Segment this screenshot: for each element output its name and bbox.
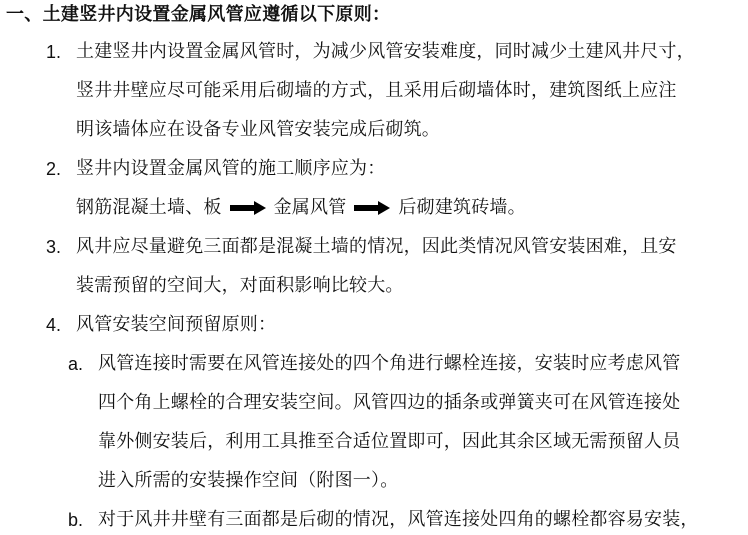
item-1-line-1: 土建竖井内设置金属风管时，为减少风管安装难度，同时减少土建风井尺寸， — [76, 41, 695, 62]
subitem-b-letter: b. — [68, 510, 84, 530]
item-2-number: 2. — [46, 159, 62, 179]
item-4-number: 4. — [46, 315, 62, 335]
sequence-step-2: 金属风管 — [273, 197, 347, 218]
construction-sequence — [76, 196, 526, 220]
item-4-line-1: 风管安装空间预留原则： — [76, 314, 277, 335]
section-heading: 一、土建竖井内设置金属风管应遵循以下原则： — [6, 4, 391, 25]
subitem-a-letter: a. — [68, 354, 84, 374]
item-1-line-3: 明该墙体应在设备专业风管安装完成后砌筑。 — [76, 119, 440, 140]
sequence-step-1: 钢筋混凝土墙、板 — [76, 197, 222, 218]
item-1-line-2: 竖井井壁应尽可能采用后砌墙的方式，且采用后砌墙体时，建筑图纸上应注 — [76, 80, 677, 101]
subitem-b-line-1: 对于风井井壁有三面都是后砌的情况，风管连接处四角的螺栓都容易安装， — [98, 509, 699, 530]
item-1-number: 1. — [46, 42, 62, 62]
right-arrow-icon — [354, 201, 390, 215]
item-3-line-2: 装需预留的空间大，对面积影响比较大。 — [76, 275, 404, 296]
item-2-line-1: 竖井内设置金属风管的施工顺序应为： — [76, 158, 386, 179]
item-3-number: 3. — [46, 237, 62, 257]
subitem-a-line-3: 靠外侧安装后，利用工具推至合适位置即可，因此其余区域无需预留人员 — [98, 431, 681, 452]
subitem-a-line-2: 四个角上螺栓的合理安装空间。风管四边的插条或弹簧夹可在风管连接处 — [98, 392, 681, 413]
subitem-a-line-4: 进入所需的安装操作空间（附图一）。 — [98, 470, 399, 491]
sequence-step-3: 后砌建筑砖墙。 — [398, 197, 526, 218]
right-arrow-icon — [230, 201, 266, 215]
item-3-line-1: 风井应尽量避免三面都是混凝土墙的情况，因此类情况风管安装困难，且安 — [76, 236, 677, 257]
subitem-a-line-1: 风管连接时需要在风管连接处的四个角进行螺栓连接，安装时应考虑风管 — [98, 353, 681, 374]
